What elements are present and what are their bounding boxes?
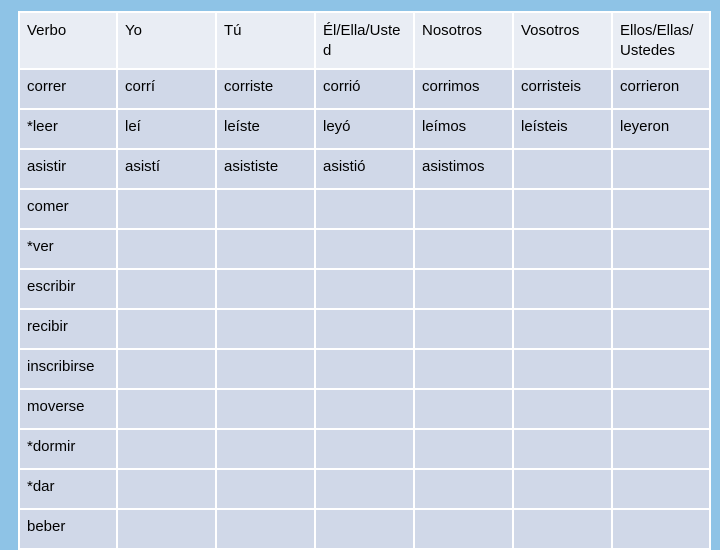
table-body [19,12,710,549]
conjugation-cell: leímos [414,109,513,149]
conjugation-cell [216,429,315,469]
conjugation-cell [414,229,513,269]
table-row [19,389,710,429]
table-row [19,69,710,109]
conjugation-cell [513,469,612,509]
conjugation-cell: leísteis [513,109,612,149]
conjugation-cell [216,189,315,229]
conjugation-cell [117,429,216,469]
conjugation-cell [612,189,710,229]
conjugation-cell [117,349,216,389]
table-row [19,229,710,269]
conjugation-cell [513,269,612,309]
conjugation-cell [315,229,414,269]
conjugation-cell [414,309,513,349]
conjugation-cell: corrieron [612,69,710,109]
conjugation-cell [513,149,612,189]
verb-cell: *dormir [19,429,117,469]
conjugation-cell [216,509,315,549]
table-row [19,189,710,229]
conjugation-cell [315,469,414,509]
verb-cell: *ver [19,229,117,269]
header-cell: Verbo [19,12,117,69]
verb-cell: moverse [19,389,117,429]
header-cell: Tú [216,12,315,69]
conjugation-cell [612,429,710,469]
conjugation-cell [612,509,710,549]
conjugation-cell [117,389,216,429]
conjugation-cell [117,189,216,229]
header-cell: Él/Ella/Usted [315,12,414,69]
verb-cell: comer [19,189,117,229]
verb-cell: asistir [19,149,117,189]
conjugation-cell: corrí [117,69,216,109]
conjugation-cell: leí [117,109,216,149]
conjugation-cell [414,389,513,429]
conjugation-cell [414,189,513,229]
verb-cell: inscribirse [19,349,117,389]
conjugation-cell [315,189,414,229]
table-row [19,109,710,149]
conjugation-cell [315,509,414,549]
conjugation-cell [315,429,414,469]
table-row [19,509,710,549]
conjugation-cell [612,149,710,189]
conjugation-cell [315,349,414,389]
table-row [19,269,710,309]
conjugation-cell: leyó [315,109,414,149]
table-row [19,309,710,349]
conjugation-cell [315,389,414,429]
conjugation-cell: corristeis [513,69,612,109]
table-row [19,349,710,389]
conjugation-cell [513,229,612,269]
header-row [19,12,710,69]
header-cell: Yo [117,12,216,69]
header-cell: Vosotros [513,12,612,69]
conjugation-cell [513,389,612,429]
conjugation-cell [216,309,315,349]
conjugation-cell: corrimos [414,69,513,109]
conjugation-cell: leyeron [612,109,710,149]
conjugation-cell [216,269,315,309]
verb-cell: recibir [19,309,117,349]
conjugation-cell [315,309,414,349]
conjugation-table [18,11,711,550]
conjugation-cell: leíste [216,109,315,149]
header-cell: Nosotros [414,12,513,69]
conjugation-cell [117,269,216,309]
conjugation-cell [513,429,612,469]
table-row [19,429,710,469]
conjugation-cell [414,349,513,389]
verb-cell: *leer [19,109,117,149]
conjugation-cell [612,309,710,349]
conjugation-cell: corriste [216,69,315,109]
conjugation-cell [117,509,216,549]
verb-cell: correr [19,69,117,109]
conjugation-cell: asistió [315,149,414,189]
conjugation-cell [216,229,315,269]
conjugation-cell [612,349,710,389]
conjugation-cell: asististe [216,149,315,189]
conjugation-cell: asistimos [414,149,513,189]
header-cell: Ellos/Ellas/Ustedes [612,12,710,69]
conjugation-cell [513,309,612,349]
table-row [19,469,710,509]
conjugation-cell [216,349,315,389]
verb-cell: escribir [19,269,117,309]
conjugation-cell [414,269,513,309]
conjugation-cell [117,229,216,269]
conjugation-cell [513,189,612,229]
conjugation-cell [117,469,216,509]
conjugation-cell: asistí [117,149,216,189]
conjugation-cell [612,229,710,269]
conjugation-cell [513,509,612,549]
verb-cell: beber [19,509,117,549]
conjugation-cell [315,269,414,309]
conjugation-cell [216,469,315,509]
conjugation-cell [513,349,612,389]
verb-cell: *dar [19,469,117,509]
conjugation-cell [612,389,710,429]
conjugation-cell [612,269,710,309]
table-row [19,149,710,189]
conjugation-cell: corrió [315,69,414,109]
conjugation-cell [414,469,513,509]
conjugation-cell [117,309,216,349]
conjugation-cell [612,469,710,509]
conjugation-cell [216,389,315,429]
conjugation-cell [414,429,513,469]
conjugation-cell [414,509,513,549]
